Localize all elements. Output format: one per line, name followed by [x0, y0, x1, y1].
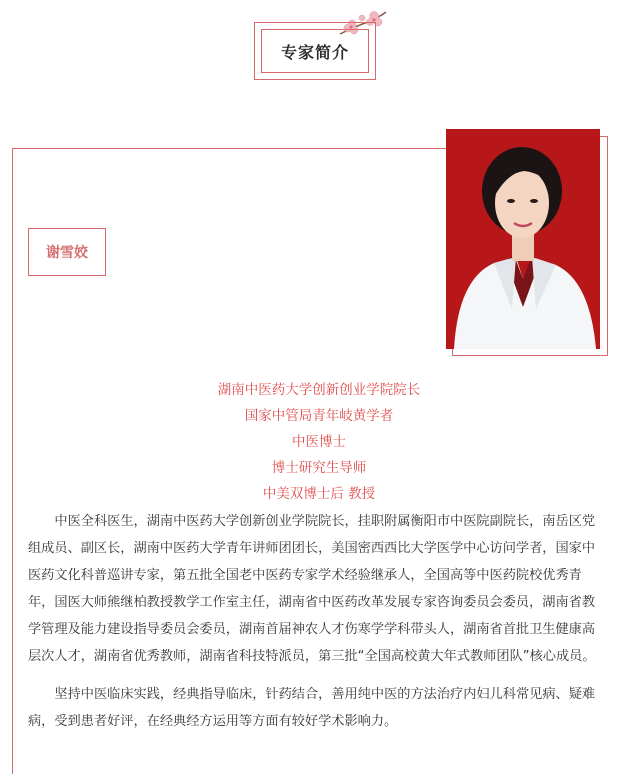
title-line: 国家中管局青年岐黄学者: [244, 408, 394, 424]
title-line: 博士研究生导师: [271, 460, 367, 476]
bio-paragraph: 中医全科医生，湖南中医药大学创新创业学院院长，挂职附属衡阳市中医院副院长，南岳区党组成员、副区长，湖南中医药大学青年讲师团团长，美国密西西比大学医学中心访问学者，国家中医药文化科普巡讲专家，第五批全国老中医药专家学术经验继承人，全国高等中医药院校优秀青年，国医大师熊继柏教授教学工作室主任，湖南省中医药改革发展专家咨询委员会委员，湖南省教学管理及能力建设指导委员会委员，湖南首届神农人才伤寒学学科带头人，湖南省首批卫生健康高层次人才，湖南省优秀教师，湖南省科技特派员，第三批“全国高校黄大年式教师团队”核心成员。: [28, 514, 596, 664]
title-line: 中医博士: [292, 434, 346, 450]
expert-name-box: [28, 228, 106, 276]
title-line: 湖南中医药大学创新创业学院院长: [217, 382, 421, 398]
title-line: 中美双博士后 教授: [262, 486, 376, 502]
expert-bio: [28, 508, 608, 735]
expert-titles: [0, 377, 638, 507]
bio-paragraph: 坚持中医临床实践，经典指导临床，针药结合，善用纯中医的方法治疗内妇儿科常见病、疑难病，受到患者好评，在经典经方运用等方面有较好学术影响力。: [28, 687, 596, 729]
expert-name: 谢雪姣: [46, 245, 88, 261]
page-title: 专家简介: [280, 42, 349, 62]
title-frame: [254, 22, 376, 80]
title-inner-frame: [261, 29, 369, 73]
expert-portrait: [446, 129, 600, 349]
decorative-top-line: [12, 148, 446, 149]
